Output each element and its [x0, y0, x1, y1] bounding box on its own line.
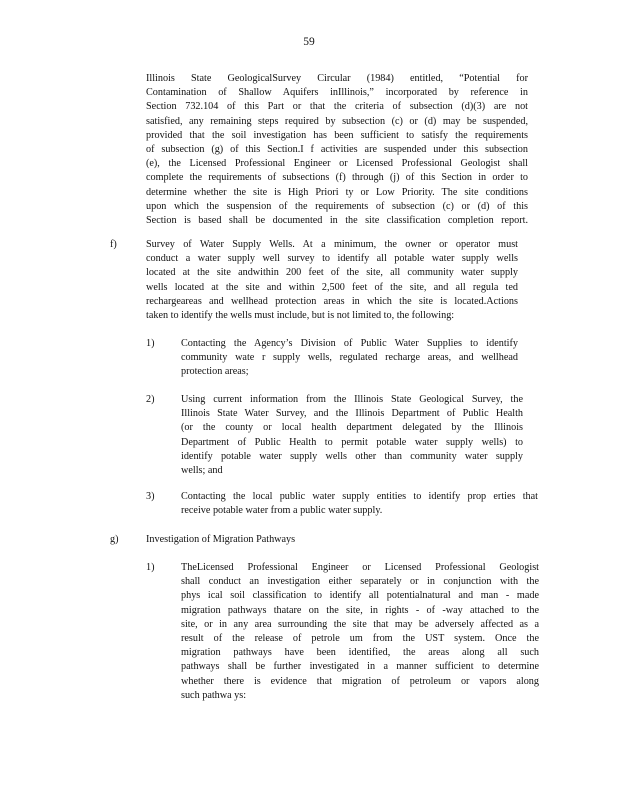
- text-line: determine whether the site is High Priori ty or Low Priority. The site conditions: [146, 186, 528, 198]
- text-line: Survey of Water Supply Wells. At a minimum, the owner or operator must: [146, 239, 518, 250]
- item-f2-paragraph: [181, 393, 523, 478]
- text-line: complete the requirements of subsections (f) through (j) of this Section in order to: [146, 172, 528, 184]
- text-line: migration pathways have been identified, the areas along all such: [181, 647, 539, 659]
- item-f1-paragraph: [181, 337, 518, 380]
- text-line: identify potable water supply wells other than community water supply: [181, 450, 523, 462]
- page-number: 59: [303, 36, 315, 48]
- text-line: Contacting the Agency’s Division of Public Water Supplies to identify: [181, 338, 518, 349]
- item-g1-paragraph: [181, 561, 539, 703]
- text-line: Illinois State Water Survey, and the Illinois Department of Public Health: [181, 408, 523, 420]
- text-line: Contacting the local public water supply entities to identify prop erties that: [181, 491, 538, 502]
- text-line: shall conduct an investigation either separately or in conjunction with the: [181, 576, 539, 588]
- section-g-marker: g): [110, 534, 119, 545]
- text-line: receive potable water from a public water supply.: [181, 505, 383, 517]
- text-line: site, or in any area surrounding the site that may be adversely affected as a: [181, 618, 539, 630]
- text-line: Section 732.104 of this Part or that the criteria of subsection (d)(3) are not: [146, 101, 528, 113]
- item-f2-marker: 2): [146, 394, 155, 405]
- text-line: (e), the Licensed Professional Engineer or Licensed Professional Geologist shall: [146, 158, 528, 170]
- text-line: taken to identify the wells must include, but is not limited to, the following:: [146, 310, 455, 322]
- text-line: rechargeareas and wellhead protection areas in which the site is located.Actions: [146, 295, 518, 307]
- text-line: migration pathways thatare on the site, in rights - of -way attached to the: [181, 604, 539, 616]
- section-f-paragraph: [146, 238, 518, 323]
- item-g1-marker: 1): [146, 562, 155, 573]
- item-f3-marker: 3): [146, 491, 155, 502]
- text-line: result of the release of petrole um from the UST system. Once the: [181, 633, 539, 645]
- text-line: Contamination of Shallow Aquifers inIllinois,” incorporated by reference in: [146, 87, 528, 99]
- text-line: Section is based shall be documented in the site classification completion report.: [146, 215, 528, 227]
- text-line: protection areas;: [181, 366, 249, 378]
- text-line: Using current information from the Illinois State Geological Survey, the: [181, 394, 523, 405]
- text-line: conduct a water supply well survey to identify all potable water supply wells: [146, 253, 518, 265]
- text-line: such pathwa ys:: [181, 689, 247, 701]
- text-line: phys ical soil classification to identify all potentialnatural and man - made: [181, 590, 539, 602]
- intro-paragraph: [146, 72, 528, 228]
- item-f3-paragraph: [181, 490, 538, 518]
- text-line: wells located at the site and within 2,500 feet of the site, and all regula ted: [146, 281, 518, 293]
- text-line: whether there is evidence that migration of petroleum or vapors along: [181, 675, 539, 687]
- text-line: pathways shall be further investigated in a manner sufficient to determine: [181, 661, 539, 673]
- text-line: located at the site andwithin 200 feet of the site, all community water supply: [146, 267, 518, 279]
- text-line: (or the county or local health department delegated by the Illinois: [181, 422, 523, 434]
- section-g-heading: Investigation of Migration Pathways: [146, 534, 296, 545]
- section-f-marker: f): [110, 239, 117, 250]
- text-line: Illinois State GeologicalSurvey Circular (1984) entitled, “Potential for: [146, 73, 528, 84]
- text-line: satisfied, any remaining steps required by subsection (c) or (d) may be suspended,: [146, 115, 528, 127]
- text-line: of subsection (g) of this Section.I f activities are suspended under this subsection: [146, 144, 528, 156]
- text-line: wells; and: [181, 465, 223, 477]
- text-line: upon which the suspension of the requirements of subsection (c) or (d) of this: [146, 200, 528, 212]
- text-line: TheLicensed Professional Engineer or Licensed Professional Geologist: [181, 562, 539, 573]
- item-f1-marker: 1): [146, 338, 155, 349]
- text-line: community wate r supply wells, regulated recharge areas, and wellhead: [181, 352, 518, 364]
- text-line: provided that the soil investigation has been sufficient to satisfy the requirements: [146, 129, 528, 141]
- text-line: Department of Public Health to permit potable water supply wells) to: [181, 436, 523, 448]
